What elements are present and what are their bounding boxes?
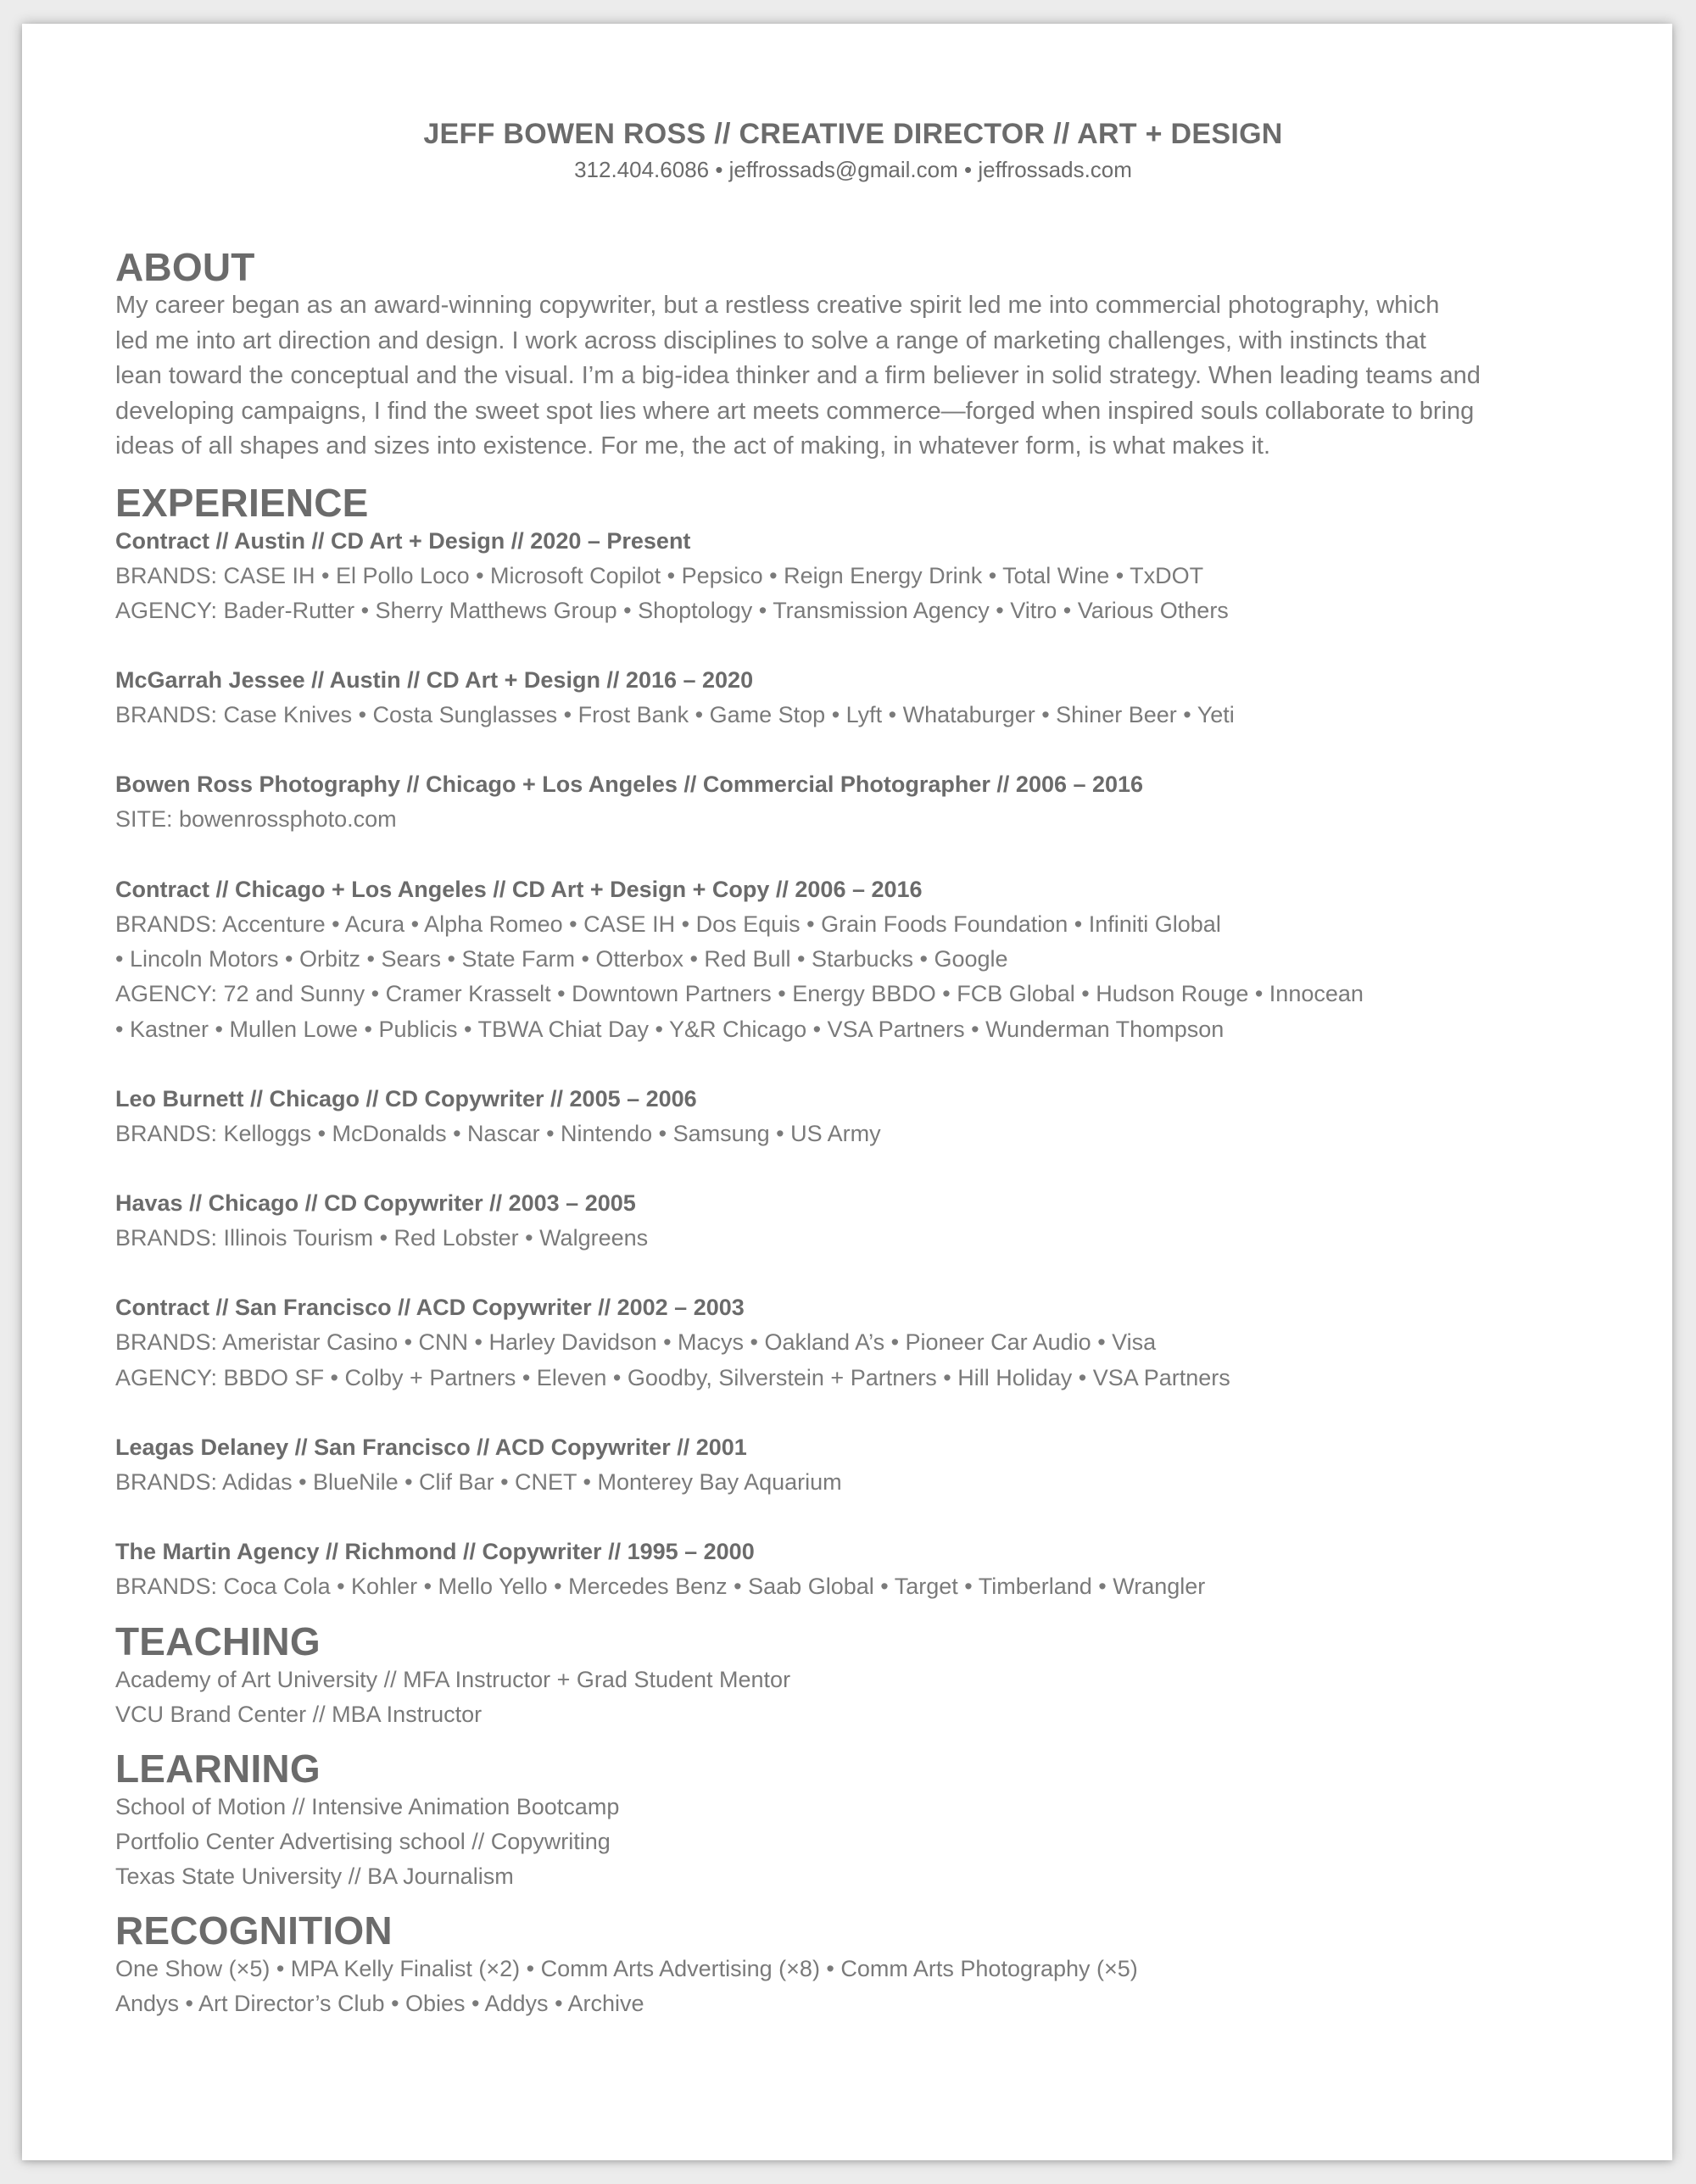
about-line: ideas of all shapes and sizes into existence. For me, the act of making, in whatever form, is what makes it.	[115, 432, 1271, 460]
recognition-line: Andys • Art Director’s Club • Obies • Addys • Archive	[115, 1990, 644, 2016]
job-entry	[115, 1186, 1591, 1256]
job-title: Contract // Austin // CD Art + Design // 2020 – Present	[115, 527, 691, 554]
job-detail: AGENCY: 72 and Sunny • Cramer Krasselt • Downtown Partners • Energy BBDO • FCB Global • Hudson Rouge • Innocean	[115, 981, 1364, 1007]
job-detail: • Lincoln Motors • Orbitz • Sears • State Farm • Otterbox • Red Bull • Starbucks • Google	[115, 945, 1008, 972]
job-title: Leo Burnett // Chicago // CD Copywriter // 2005 – 2006	[115, 1085, 697, 1112]
job-detail: • Kastner • Mullen Lowe • Publicis • TBWA Chiat Day • Y&R Chicago • VSA Partners • Wunderman Thompson	[115, 1016, 1225, 1042]
job-detail: BRANDS: Coca Cola • Kohler • Mello Yello • Mercedes Benz • Saab Global • Target • Timberland • Wrangler	[115, 1574, 1206, 1600]
name-title: JEFF BOWEN ROSS // CREATIVE DIRECTOR // ART + DESIGN	[423, 118, 1283, 150]
about-line: My career began as an award-winning copywriter, but a restless creative spirit led me into commercial photography, which	[115, 292, 1440, 319]
section-spacer	[115, 1894, 1591, 1909]
job-title: Leagas Delaney // San Francisco // ACD Copywriter // 2001	[115, 1435, 747, 1461]
about-line: lean toward the conceptual and the visual. I’m a big-idea thinker and a firm believer in solid strategy. When leading teams and	[115, 362, 1481, 389]
contact-line: 312.404.6086 • jeffrossads@gmail.com • jeffrossads.com	[574, 157, 1132, 182]
learning-line: Texas State University // BA Journalism	[115, 1863, 514, 1889]
job-detail: BRANDS: Accenture • Acura • Alpha Romeo • CASE IH • Dos Equis • Grain Foods Foundation • Infiniti Global	[115, 911, 1221, 937]
job-title: Contract // Chicago + Los Angeles // CD Art + Design + Copy // 2006 – 2016	[115, 876, 923, 902]
job-entry	[115, 1290, 1591, 1396]
job-detail: AGENCY: BBDO SF • Colby + Partners • Eleven • Goodby, Silverstein + Partners • Hill Holiday • VSA Partners	[115, 1364, 1230, 1390]
job-entry	[115, 663, 1591, 733]
resume-body	[115, 246, 1591, 2021]
job-title: Havas // Chicago // CD Copywriter // 2003 – 2005	[115, 1190, 636, 1217]
learning-line: Portfolio Center Advertising school // Copywriting	[115, 1828, 611, 1854]
teaching-section	[115, 1620, 1591, 1732]
recognition-heading: RECOGNITION	[115, 1908, 393, 1953]
job-entry	[115, 1082, 1591, 1151]
section-spacer	[115, 465, 1591, 482]
job-detail: SITE: bowenrossphoto.com	[115, 806, 397, 833]
job-entry	[115, 767, 1591, 837]
experience-heading: EXPERIENCE	[115, 480, 369, 525]
job-detail: AGENCY: Bader-Rutter • Sherry Matthews Group • Shoptology • Transmission Agency • Vitro • Various Others	[115, 597, 1229, 623]
job-title: The Martin Agency // Richmond // Copywriter // 1995 – 2000	[115, 1539, 755, 1565]
job-entry	[115, 872, 1591, 1047]
resume-header	[115, 115, 1591, 185]
job-entry	[115, 1430, 1591, 1500]
job-detail: BRANDS: Ameristar Casino • CNN • Harley Davidson • Macys • Oakland A’s • Pioneer Car Audio • Visa	[115, 1329, 1157, 1356]
learning-section	[115, 1747, 1591, 1894]
job-title: Bowen Ross Photography // Chicago + Los Angeles // Commercial Photographer // 2006 – 2016	[115, 772, 1144, 798]
job-entry	[115, 524, 1591, 629]
job-title: McGarrah Jessee // Austin // CD Art + Design // 2016 – 2020	[115, 667, 754, 694]
learning-line: School of Motion // Intensive Animation Bootcamp	[115, 1793, 620, 1819]
recognition-line: One Show (×5) • MPA Kelly Finalist (×2) • Comm Arts Advertising (×8) • Comm Arts Photography (×5)	[115, 1955, 1138, 1981]
job-detail: BRANDS: Case Knives • Costa Sunglasses • Frost Bank • Game Stop • Lyft • Whataburger • Shiner Beer • Yeti	[115, 702, 1235, 728]
section-spacer	[115, 1732, 1591, 1747]
job-detail: BRANDS: Kelloggs • McDonalds • Nascar • Nintendo • Samsung • US Army	[115, 1120, 881, 1146]
about-line: led me into art direction and design. I work across disciplines to solve a range of marketing challenges, with instincts that	[115, 326, 1426, 354]
about-section	[115, 246, 1591, 465]
section-spacer	[115, 1605, 1591, 1620]
experience-section	[115, 482, 1591, 1605]
teaching-heading: TEACHING	[115, 1618, 321, 1663]
job-entry	[115, 1535, 1591, 1604]
recognition-section	[115, 1909, 1591, 2021]
learning-heading: LEARNING	[115, 1746, 321, 1791]
teaching-line: Academy of Art University // MFA Instructor + Grad Student Mentor	[115, 1666, 791, 1692]
job-detail: BRANDS: CASE IH • El Pollo Loco • Microsoft Copilot • Pepsico • Reign Energy Drink • Total Wine • TxDOT	[115, 562, 1204, 588]
job-detail: BRANDS: Illinois Tourism • Red Lobster • Walgreens	[115, 1225, 649, 1251]
about-line: developing campaigns, I find the sweet spot lies where art meets commerce—forged when inspired souls collaborate to bring	[115, 397, 1475, 425]
job-title: Contract // San Francisco // ACD Copywriter // 2002 – 2003	[115, 1295, 745, 1321]
teaching-line: VCU Brand Center // MBA Instructor	[115, 1701, 483, 1727]
about-heading: ABOUT	[115, 245, 255, 289]
job-detail: BRANDS: Adidas • BlueNile • Clif Bar • CNET • Monterey Bay Aquarium	[115, 1469, 842, 1496]
resume-page	[22, 24, 1672, 2160]
